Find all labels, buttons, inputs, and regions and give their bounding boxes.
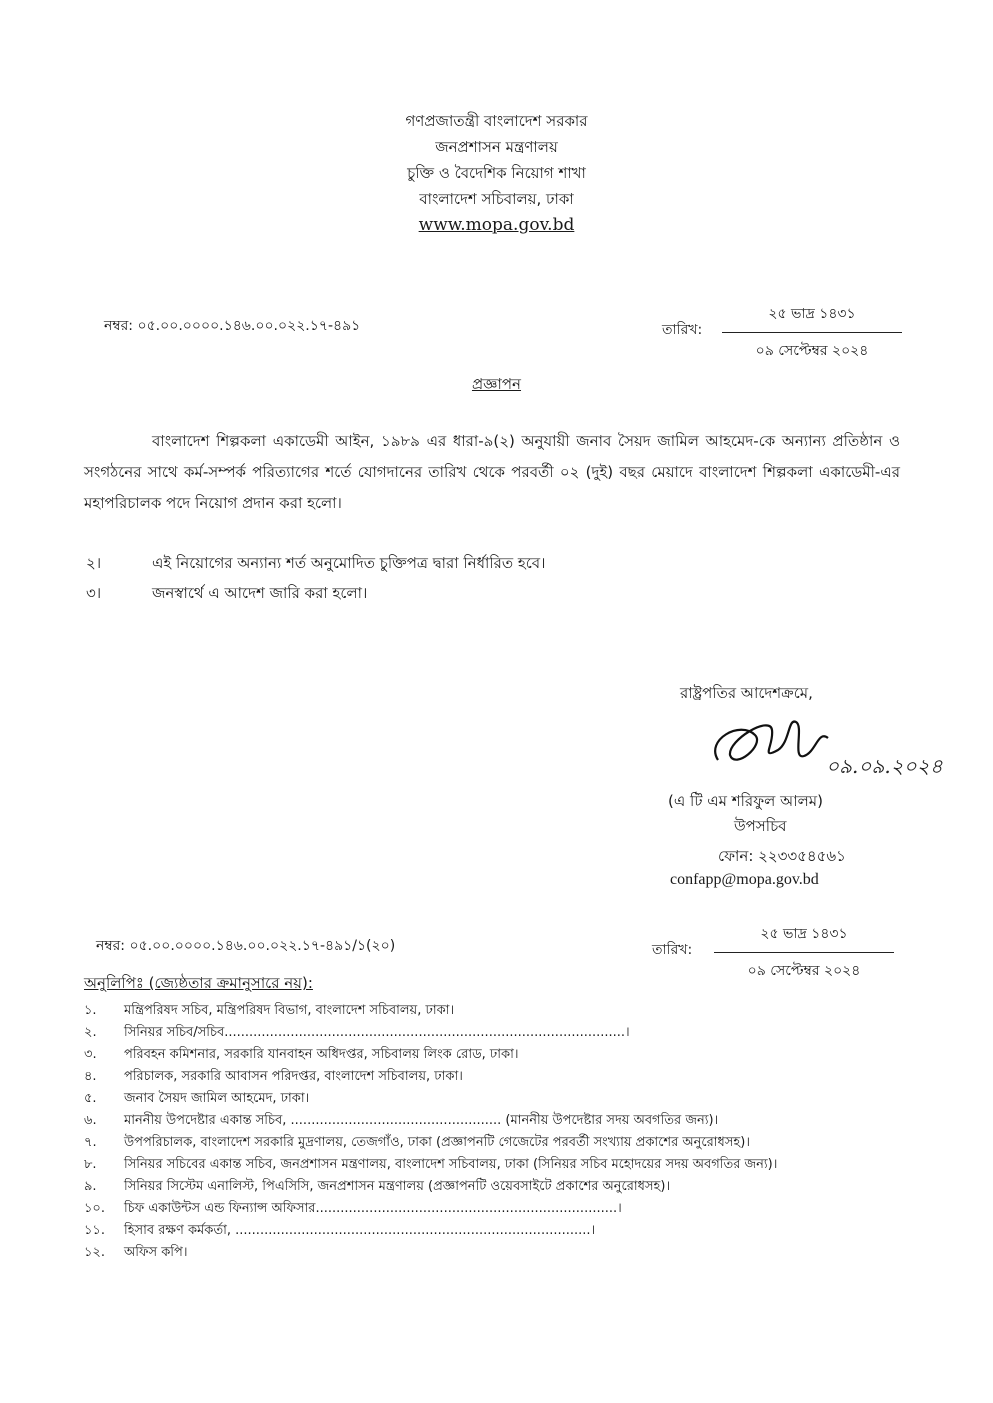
list-item-text: সিনিয়র সচিব/সচিব.................................................................................................। [124,1025,630,1040]
signatory-name: (এ টি এম শরিফুল আলম) [668,792,823,810]
list-item-text: উপপরিচালক, বাংলাদেশ সরকারি মুদ্রণালয়, তেজগাঁও, ঢাকা (প্রজ্ঞাপনটি গেজেটের পরবর্তী সংখ্যায় প্রকাশের অনুরোধসহ)। [124,1135,750,1150]
list-item-text: মাননীয় উপদেষ্টার একান্ত সচিব, ................................................... (মাননীয় উপদেষ্টার সদয় অবগতির জন্য)। [124,1113,719,1128]
list-item-number: ১১. [84,1223,106,1238]
by-order-text: রাষ্ট্রপতির আদেশক্রমে, [680,684,813,702]
body-paragraph: বাংলাদেশ শিল্পকলা একাডেমী আইন, ১৯৮৯ এর ধারা-৯(২) অনুযায়ী জনাব সৈয়দ জামিল আহমেদ-কে অন্যান্য প্রতিষ্ঠান ও সংগঠনের সাথে কর্ম-সম্পর্ক পরিত্যাগের শর্তে যোগদানের তারিখ থেকে পরবর্তী ০২ (দুই) বছর মেয়াদে বাংলাদেশ শিল্পকলা একাডেমী-এর মহাপরিচালক পদে নিয়োগ প্রদান করা হলো। [84,432,900,512]
list-item [84,1132,884,1154]
list-item [84,1000,884,1022]
copy-to-heading [84,972,313,997]
signatory-email[interactable]: confapp@mopa.gov.bd [670,871,819,888]
signatory-designation: উপসচিব [734,817,787,835]
handwritten-date: ০৯.০৯.২০২৪ [826,754,943,778]
list-item-number: ৩. [84,1047,97,1062]
list-item-text: অফিস কপি। [124,1245,188,1260]
list-item-text: সিনিয়র সিস্টেম এনালিস্ট, পিএসিসি, জনপ্রশাসন মন্ত্রণালয় (প্রজ্ঞাপনটি ওয়েবসাইটে প্রকাশের অনুরোধসহ)। [124,1179,671,1194]
letterhead [0,108,993,238]
list-item [84,1220,884,1242]
list-item [84,1154,884,1176]
date-english-copy: ০৯ সেপ্টেম্বর ২০২৪ [747,963,861,979]
list-item-number: ৭. [84,1135,97,1150]
list-item-number: ১. [84,1003,97,1018]
list-item-number: ৮. [84,1157,97,1172]
website-link[interactable]: www.mopa.gov.bd [418,215,575,235]
date-bangla: ২৫ ভাদ্র ১৪৩১ [722,302,902,333]
date-label: তারিখ: [662,322,703,338]
memo-number: নম্বর: ০৫.০০.০০০০.১৪৬.০০.০২২.১৭-৪৯১ [104,318,361,334]
list-item [84,1066,884,1088]
list-item-number: ৬. [84,1113,97,1128]
signatory-phone: ফোন: ২২৩৩৫৪৫৬১ [718,847,846,865]
ministry-name: জনপ্রশাসন মন্ত্রণালয় [435,138,558,156]
list-item-text: পরিচালক, সরকারি আবাসন পরিদপ্তর, বাংলাদেশ সচিবালয়, ঢাকা। [124,1069,463,1084]
memo-number-copy: নম্বর: ০৫.০০.০০০০.১৪৬.০০.০২২.১৭-৪৯১/১(২০) [96,938,396,954]
office-address: বাংলাদেশ সচিবালয়, ঢাকা [419,190,574,208]
list-item-number: ১০. [84,1201,106,1216]
point-2-number: ২। [86,554,102,572]
date-block-copy [714,922,894,983]
point-2-text: এই নিয়োগের অন্যান্য শর্ত অনুমোদিত চুক্তিপত্র দ্বারা নির্ধারিত হবে। [152,554,546,572]
list-item-number: ১২. [84,1245,106,1260]
list-item-number: ২. [84,1025,97,1040]
list-item-number: ৯. [84,1179,97,1194]
list-item-text: জনাব সৈয়দ জামিল আহমেদ, ঢাকা। [124,1091,310,1106]
date-bangla-copy: ২৫ ভাদ্র ১৪৩১ [714,922,894,953]
list-item-text: চিফ একাউন্টস এন্ড ফিন্যান্স অফিসার.........................................................................। [124,1201,622,1216]
copy-to-list [84,1000,884,1264]
date-label-copy: তারিখ: [652,942,693,958]
list-item [84,1110,884,1132]
list-item-text: পরিবহন কমিশনার, সরকারি যানবাহন অধিদপ্তর, সচিবালয় লিংক রোড, ঢাকা। [124,1047,519,1062]
document-title: প্রজ্ঞাপন [471,375,522,393]
list-item [84,1022,884,1044]
point-3-text: জনস্বার্থে এ আদেশ জারি করা হলো। [152,584,368,602]
list-item [84,1088,884,1110]
list-item-number: ৫. [84,1091,97,1106]
list-item [84,1044,884,1066]
list-item-number: ৪. [84,1069,97,1084]
list-item [84,1176,884,1198]
list-item-text: সিনিয়র সচিবের একান্ত সচিব, জনপ্রশাসন মন্ত্রণালয়, বাংলাদেশ সচিবালয়, ঢাকা (সিনিয়র সচিব মহোদয়ের সদয় অবগতির জন্য)। [124,1157,778,1172]
branch-name: চুক্তি ও বৈদেশিক নিয়োগ শাখা [407,164,586,182]
date-block [722,302,902,363]
date-english: ০৯ সেপ্টেম্বর ২০২৪ [755,343,869,359]
list-item [84,1198,884,1220]
point-3-number: ৩। [86,584,102,602]
list-item [84,1242,884,1264]
copy-to-heading-text: অনুলিপিঃ (জ্যেষ্ঠতার ক্রমানুসারে নয়): [84,974,313,992]
government-name: গণপ্রজাতন্ত্রী বাংলাদেশ সরকার [405,112,588,130]
list-item-text: মন্ত্রিপরিষদ সচিব, মন্ত্রিপরিষদ বিভাগ, বাংলাদেশ সচিবালয়, ঢাকা। [124,1003,455,1018]
list-item-text: হিসাব রক্ষণ কর্মকর্তা, ......................................................................................। [124,1223,596,1238]
